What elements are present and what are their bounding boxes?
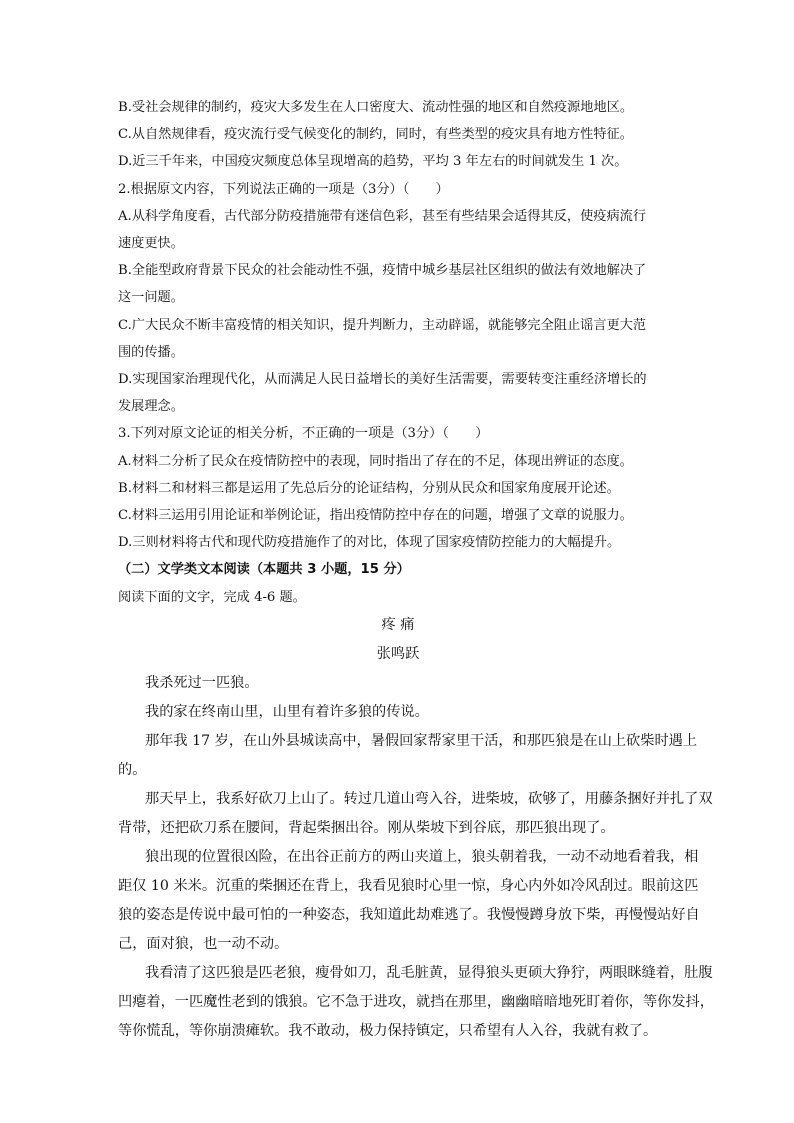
q2-option-d-cont: 发展理念。 bbox=[118, 399, 184, 415]
q3-option-d: D.三则材料将古代和现代防疫措施作了的对比，体现了国家疫情防控能力的大幅提升。 bbox=[118, 535, 621, 551]
story-paragraph: 那天早上，我系好砍刀上山了。转过几道山弯入谷，进柴坡，砍够了，用藤条捆好并扎了双 bbox=[145, 790, 713, 807]
story-title: 疼 痛 bbox=[381, 616, 415, 633]
story-paragraph-cont: 背带，还把砍刀系在腰间，背起柴捆出谷。刚从柴坡下到谷底，那匹狼出现了。 bbox=[118, 819, 615, 836]
story-paragraph: 我看清了这匹狼是匹老狼，瘦骨如刀，乱毛脏黄，显得狼头更硕大狰狞，两眼眯缝着，肚腹 bbox=[145, 964, 713, 981]
q1-option-c: C.从自然规律看，疫灾流行受气候变化的制约，同时，有些类型的疫灾具有地方性特征。 bbox=[118, 127, 633, 143]
q1-option-b: B.受社会规律的制约，疫灾大多发生在人口密度大、流动性强的地区和自然疫源地地区。 bbox=[118, 100, 634, 115]
q1-option-d: D.近三千年来，中国疫灾频度总体呈现增高的趋势，平均 3 年左右的时间就发生 1 次。 bbox=[118, 154, 628, 170]
story-paragraph-cont: 距仅 10 米米。沉重的柴捆还在背上，我看见狼时心里一惊，身心内外如冷风刮过。眼前这匹 bbox=[118, 877, 699, 894]
q2-option-a-cont: 速度更快。 bbox=[118, 236, 184, 252]
story-paragraph-cont: 凹瘪着，一匹魔性老到的饿狼。它不急于进攻，就挡在那里，幽幽暗暗地死盯着你，等你发抖， bbox=[118, 993, 714, 1010]
q2-option-b-cont: 这一问题。 bbox=[118, 290, 184, 306]
story-paragraph-cont: 等你慌乱，等你崩溃瘫软。我不敢动，极力保持镇定，只希望有人入谷，我就有救了。 bbox=[118, 1022, 658, 1039]
story-paragraph: 那年我 17 岁，在山外县城读高中，暑假回家帮家里干活，和那匹狼是在山上砍柴时遇上 bbox=[145, 732, 698, 749]
q2-option-d: D.实现国家治理现代化，从而满足人民日益增长的美好生活需要，需要转变注重经济增长的 bbox=[118, 372, 647, 388]
document-page bbox=[118, 94, 714, 1046]
q2-option-b: B.全能型政府背景下民众的社会能动性不强，疫情中城乡基层社区组织的做法有效地解决了 bbox=[118, 263, 647, 279]
q3-stem: 3.下列对原文论证的相关分析，不正确的一项是（3分）（ ） bbox=[118, 426, 489, 442]
story-paragraph: 我的家在终南山里，山里有着许多狼的传说。 bbox=[145, 703, 429, 720]
literary-section bbox=[118, 556, 678, 610]
q3-option-c: C.材料三运用引用论证和举例论证，指出疫情防控中存在的问题，增强了文章的说服力。 bbox=[118, 508, 633, 524]
q3-option-b: B.材料二和材料三都是运用了先总后分的论证结构，分别从民众和国家角度展开论述。 bbox=[118, 480, 620, 496]
question-1-options bbox=[118, 94, 678, 176]
story-paragraph-cont: 的。 bbox=[118, 761, 147, 778]
q2-option-c-cont: 围的传播。 bbox=[118, 344, 184, 360]
story-paragraph: 我杀死过一匹狼。 bbox=[145, 674, 259, 691]
story-author: 张鸣跃 bbox=[376, 645, 420, 662]
q2-option-c: C.广大民众不断丰富疫情的相关知识，提升判断力，主动辟谣，就能够完全阻止谣言更大范 bbox=[118, 317, 647, 333]
story bbox=[118, 611, 714, 1046]
question-2 bbox=[118, 176, 678, 421]
q2-option-a: A.从科学角度看，古代部分防疫措施带有迷信色彩，甚至有些结果会适得其反，使疫病流行 bbox=[118, 208, 647, 224]
q2-stem: 2.根据原文内容，下列说法正确的一项是（3分）（ ） bbox=[118, 181, 449, 197]
question-3 bbox=[118, 420, 678, 556]
story-paragraph-cont: 己，面对狼，也一动不动。 bbox=[118, 935, 289, 952]
q3-option-a: A.材料二分析了民众在疫情防控中的表现，同时指出了存在的不足，体现出辨证的态度。 bbox=[118, 453, 633, 469]
story-paragraph-cont: 狼的姿态是传说中最可怕的一种姿态，我知道此劫难逃了。我慢慢蹲身放下柴，再慢慢站好自 bbox=[118, 906, 700, 923]
story-paragraph: 狼出现的位置很凶险，在出谷正前方的两山夹道上，狼头朝着我，一动不动地看着我，相 bbox=[145, 848, 699, 865]
section-instruction: 阅读下面的文字，完成 4-6 题。 bbox=[118, 589, 306, 605]
section-heading: （二）文学类文本阅读（本题共 3 小题，15 分） bbox=[118, 562, 410, 578]
